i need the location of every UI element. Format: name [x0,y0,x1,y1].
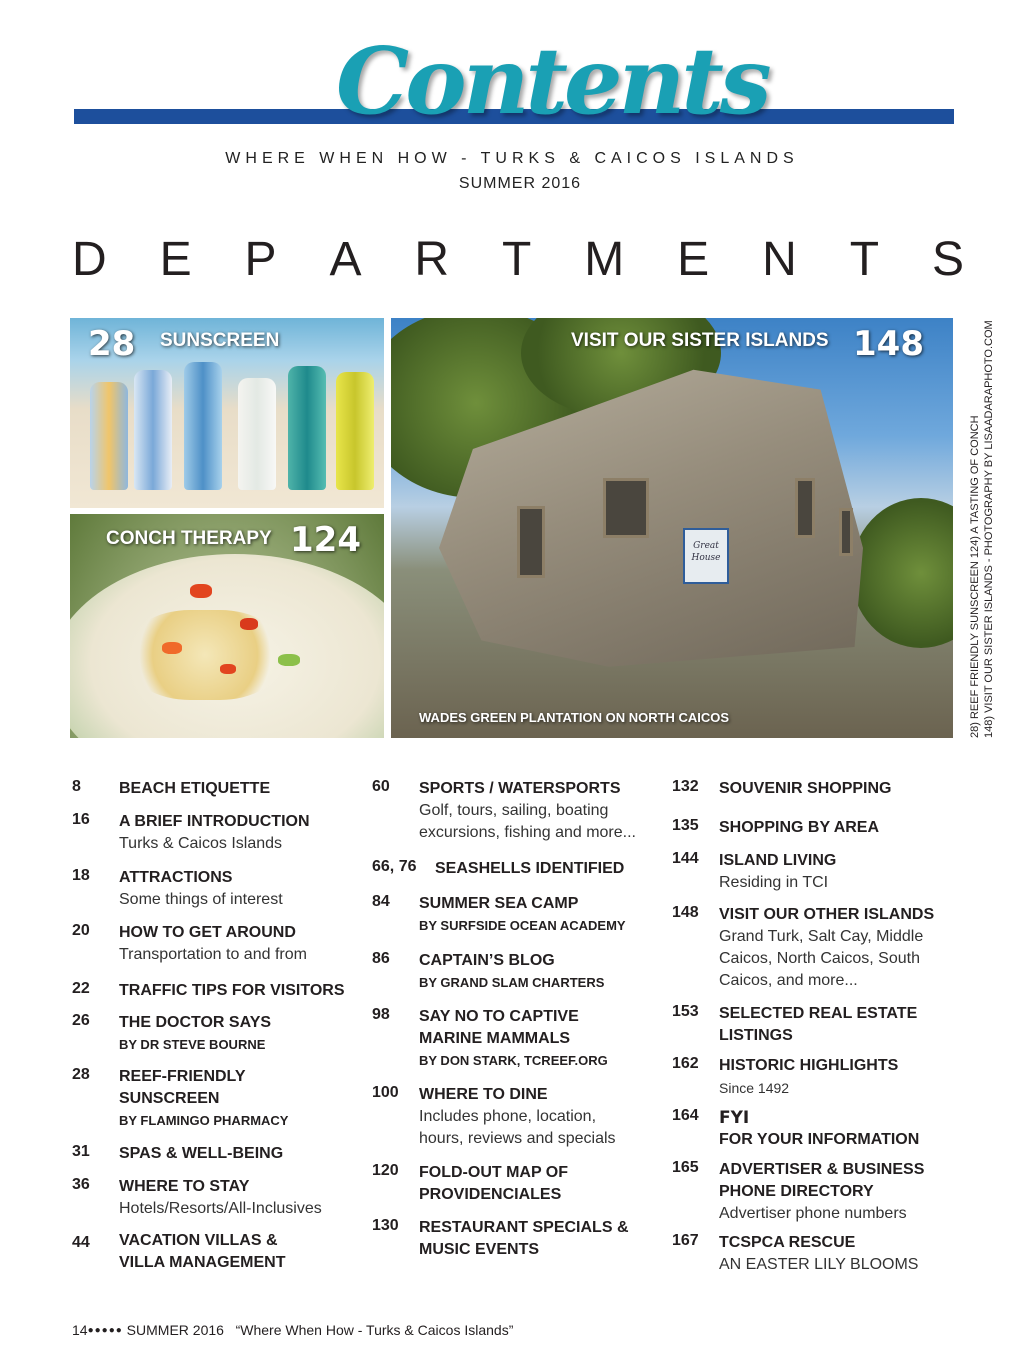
toc-entry[interactable] [372,950,662,994]
toc-entry[interactable] [672,1232,962,1276]
footer-issue: SUMMER 2016 [126,1322,224,1338]
page-title: Contents [336,27,768,135]
sunscreen-photo[interactable] [70,318,384,508]
toc-entry[interactable] [72,778,362,800]
toc-title: FOLD-OUT MAP OF PROVIDENCIALES [419,1164,569,1203]
toc-page-number: 26 [72,1012,90,1029]
photo-label: CONCH THERAPY [106,528,272,549]
photo-label: SUNSCREEN [160,330,280,351]
footer-publication: “Where When How - Turks & Caicos Islands” [235,1322,514,1338]
toc-page-number: 167 [672,1232,699,1249]
toc-title: REEF-FRIENDLY SUNSCREEN [119,1068,246,1107]
toc-subtitle: Residing in TCI [719,874,829,891]
footer-page-number: 14 [72,1322,88,1338]
toc-entry[interactable] [672,904,962,992]
toc-page-number: 36 [72,1176,90,1193]
section-letter: R [414,233,450,286]
sunscreen-bottle [134,370,172,490]
toc-entry[interactable] [672,778,962,800]
toc-title: ISLAND LIVING [719,852,837,869]
toc-entry[interactable] [72,1176,362,1220]
photo-credit-line: 148) VISIT OUR SISTER ISLANDS - PHOTOGRAPHY BY LISAADARAPHOTO.COM [983,320,995,738]
toc-title: HOW TO GET AROUND [119,924,296,941]
toc-subtitle: Turks & Caicos Islands [119,835,283,852]
photo-page-number: 124 [290,520,361,560]
section-letter: M [584,233,625,286]
toc-entry[interactable] [672,1107,962,1151]
toc-subtitle: Since 1492 [719,1080,790,1096]
toc-page-number: 20 [72,922,90,939]
toc-entry[interactable] [72,1143,362,1165]
toc-entry[interactable] [72,1012,362,1056]
toc-title: SPORTS / WATERSPORTS [419,780,621,797]
toc-byline: BY SURFSIDE OCEAN ACADEMY [419,918,626,933]
toc-page-number: 132 [672,778,699,795]
toc-entry[interactable] [72,811,362,855]
toc-page-number: 22 [72,980,90,997]
sunscreen-bottle [336,372,374,490]
ruin-window [795,478,815,538]
toc-title: TRAFFIC TIPS FOR VISITORS [119,982,345,999]
tomato [190,584,212,598]
photo-page-number: 28 [88,324,136,364]
toc-page-number: 135 [672,817,699,834]
section-heading [72,232,964,288]
issue-label: SUMMER 2016 [458,175,582,192]
toc-subtitle: Grand Turk, Salt Cay, Middle Caicos, North Caicos, South Caicos, and more... [719,928,924,989]
section-letter: A [329,233,362,286]
toc-title: SOUVENIR SHOPPING [719,780,892,797]
toc-title: SEASHELLS IDENTIFIED [435,860,625,877]
toc-page-number: 148 [672,904,699,921]
toc-title: SHOPPING BY AREA [719,819,880,836]
toc-title: VACATION VILLAS & VILLA MANAGEMENT [119,1232,286,1271]
section-letter: T [849,233,880,286]
photo-credit-line: 28) REEF FRIENDLY SUNSCREEN 124) A TASTING OF CONCH [969,415,981,738]
toc-page-number: 98 [372,1006,390,1023]
toc-page-number: 130 [372,1217,399,1234]
section-letter: E [159,233,192,286]
toc-entry[interactable] [72,922,362,966]
toc-title: RESTAURANT SPECIALS & MUSIC EVENTS [419,1219,629,1258]
toc-entry[interactable] [372,858,662,880]
toc-subtitle: Hotels/Resorts/All-Inclusives [119,1200,322,1217]
sunscreen-bottle [184,362,222,490]
toc-page-number: 120 [372,1162,399,1179]
ruin-window [603,478,649,538]
toc-title-line2: FOR YOUR INFORMATION [719,1131,920,1148]
toc-subtitle: Transportation to and from [119,946,307,963]
toc-entry[interactable] [72,1230,362,1274]
toc-entry[interactable] [672,817,962,839]
section-letter: D [72,233,107,286]
toc-subtitle: Advertiser phone numbers [719,1205,907,1222]
toc-page-number: 153 [672,1003,699,1020]
tomato [162,642,182,654]
ruin-window [839,508,853,556]
toc-entry[interactable] [672,1055,962,1099]
toc-entry[interactable] [672,850,962,894]
toc-title: SPAS & WELL-BEING [119,1145,284,1162]
toc-page-number: 28 [72,1066,90,1083]
footer-dots: ●●●●● [87,1325,123,1336]
toc-title: A BRIEF INTRODUCTION [119,813,310,830]
photo-label: VISIT OUR SISTER ISLANDS [571,330,829,351]
toc-entry[interactable] [72,867,362,911]
toc-title: TCSPCA RESCUE [719,1234,856,1251]
tomato [240,618,258,630]
toc-page-number: 86 [372,950,390,967]
section-letter: P [244,233,277,286]
toc-page-number: 8 [72,778,81,795]
toc-page-number: 144 [672,850,699,867]
ruin-window [517,506,545,578]
toc-title: CAPTAIN’S BLOG [419,952,555,969]
toc-page-number: 66, 76 [372,858,417,875]
toc-entry[interactable] [672,1003,962,1047]
toc-title: FYI [719,1108,750,1128]
sunscreen-bottle [90,382,128,490]
toc-title: SELECTED REAL ESTATE LISTINGS [719,1005,918,1044]
toc-title: SUMMER SEA CAMP [419,895,579,912]
toc-byline: BY DON STARK, TCREEF.ORG [419,1053,608,1068]
toc-byline: BY FLAMINGO PHARMACY [119,1113,289,1128]
page-footer [72,1322,513,1338]
sunscreen-bottle [238,378,276,490]
section-letter: T [502,233,532,286]
toc-subtitle: Some things of interest [119,891,283,908]
photo-credit [968,318,996,738]
toc-title: SAY NO TO CAPTIVE MARINE MAMMALS [419,1008,579,1047]
toc-page-number: 164 [672,1107,699,1124]
publication-subtitle: WHERE WHEN HOW - TURKS & CAICOS ISLANDS [225,150,799,167]
toc-subtitle: AN EASTER LILY BLOOMS [719,1256,919,1273]
section-letter: E [677,233,710,286]
toc-title: THE DOCTOR SAYS [119,1014,272,1031]
toc-page-number: 44 [72,1234,90,1251]
toc-page-number: 31 [72,1143,90,1160]
toc-entry[interactable] [372,1162,662,1206]
toc-page-number: 60 [372,778,390,795]
toc-entry[interactable] [72,1066,362,1132]
toc-page-number: 18 [72,867,90,884]
toc-entry[interactable] [372,1006,662,1072]
toc-byline: BY GRAND SLAM CHARTERS [419,975,605,990]
toc-page-number: 162 [672,1055,699,1072]
sister-islands-photo[interactable] [391,318,953,738]
toc-title: HISTORIC HIGHLIGHTS [719,1057,899,1074]
toc-byline: BY DR STEVE BOURNE [119,1037,266,1052]
toc-entry[interactable] [372,1217,662,1261]
toc-entry[interactable] [372,1084,662,1150]
sunscreen-bottle [288,366,326,490]
tree [851,498,953,648]
section-letter: N [762,233,797,286]
toc-subtitle: Golf, tours, sailing, boating excursions, fishing and more... [419,802,636,841]
toc-entry[interactable] [372,893,662,937]
photo-caption: WADES GREEN PLANTATION ON NORTH CAICOS [419,710,730,725]
conch-photo[interactable] [70,514,384,738]
photo-page-number: 148 [853,324,924,364]
toc-page-number: 100 [372,1084,399,1101]
toc-title: WHERE TO STAY [119,1178,250,1195]
toc-title: VISIT OUR OTHER ISLANDS [719,906,935,923]
toc-entry[interactable] [372,778,662,844]
tomato [220,664,236,674]
toc-entry[interactable] [672,1159,962,1225]
toc-page-number: 165 [672,1159,699,1176]
toc-subtitle: Includes phone, location, hours, reviews and specials [419,1108,616,1147]
section-letter: S [931,233,964,286]
toc-entry[interactable] [72,980,362,1002]
toc-title: ATTRACTIONS [119,869,233,886]
toc-title: ADVERTISER & BUSINESS PHONE DIRECTORY [719,1161,925,1200]
toc-title: BEACH ETIQUETTE [119,780,271,797]
toc-page-number: 16 [72,811,90,828]
great-house-sign: Great House [683,528,729,584]
toc-title: WHERE TO DINE [419,1086,548,1103]
pepper [278,654,300,666]
toc-page-number: 84 [372,893,390,910]
